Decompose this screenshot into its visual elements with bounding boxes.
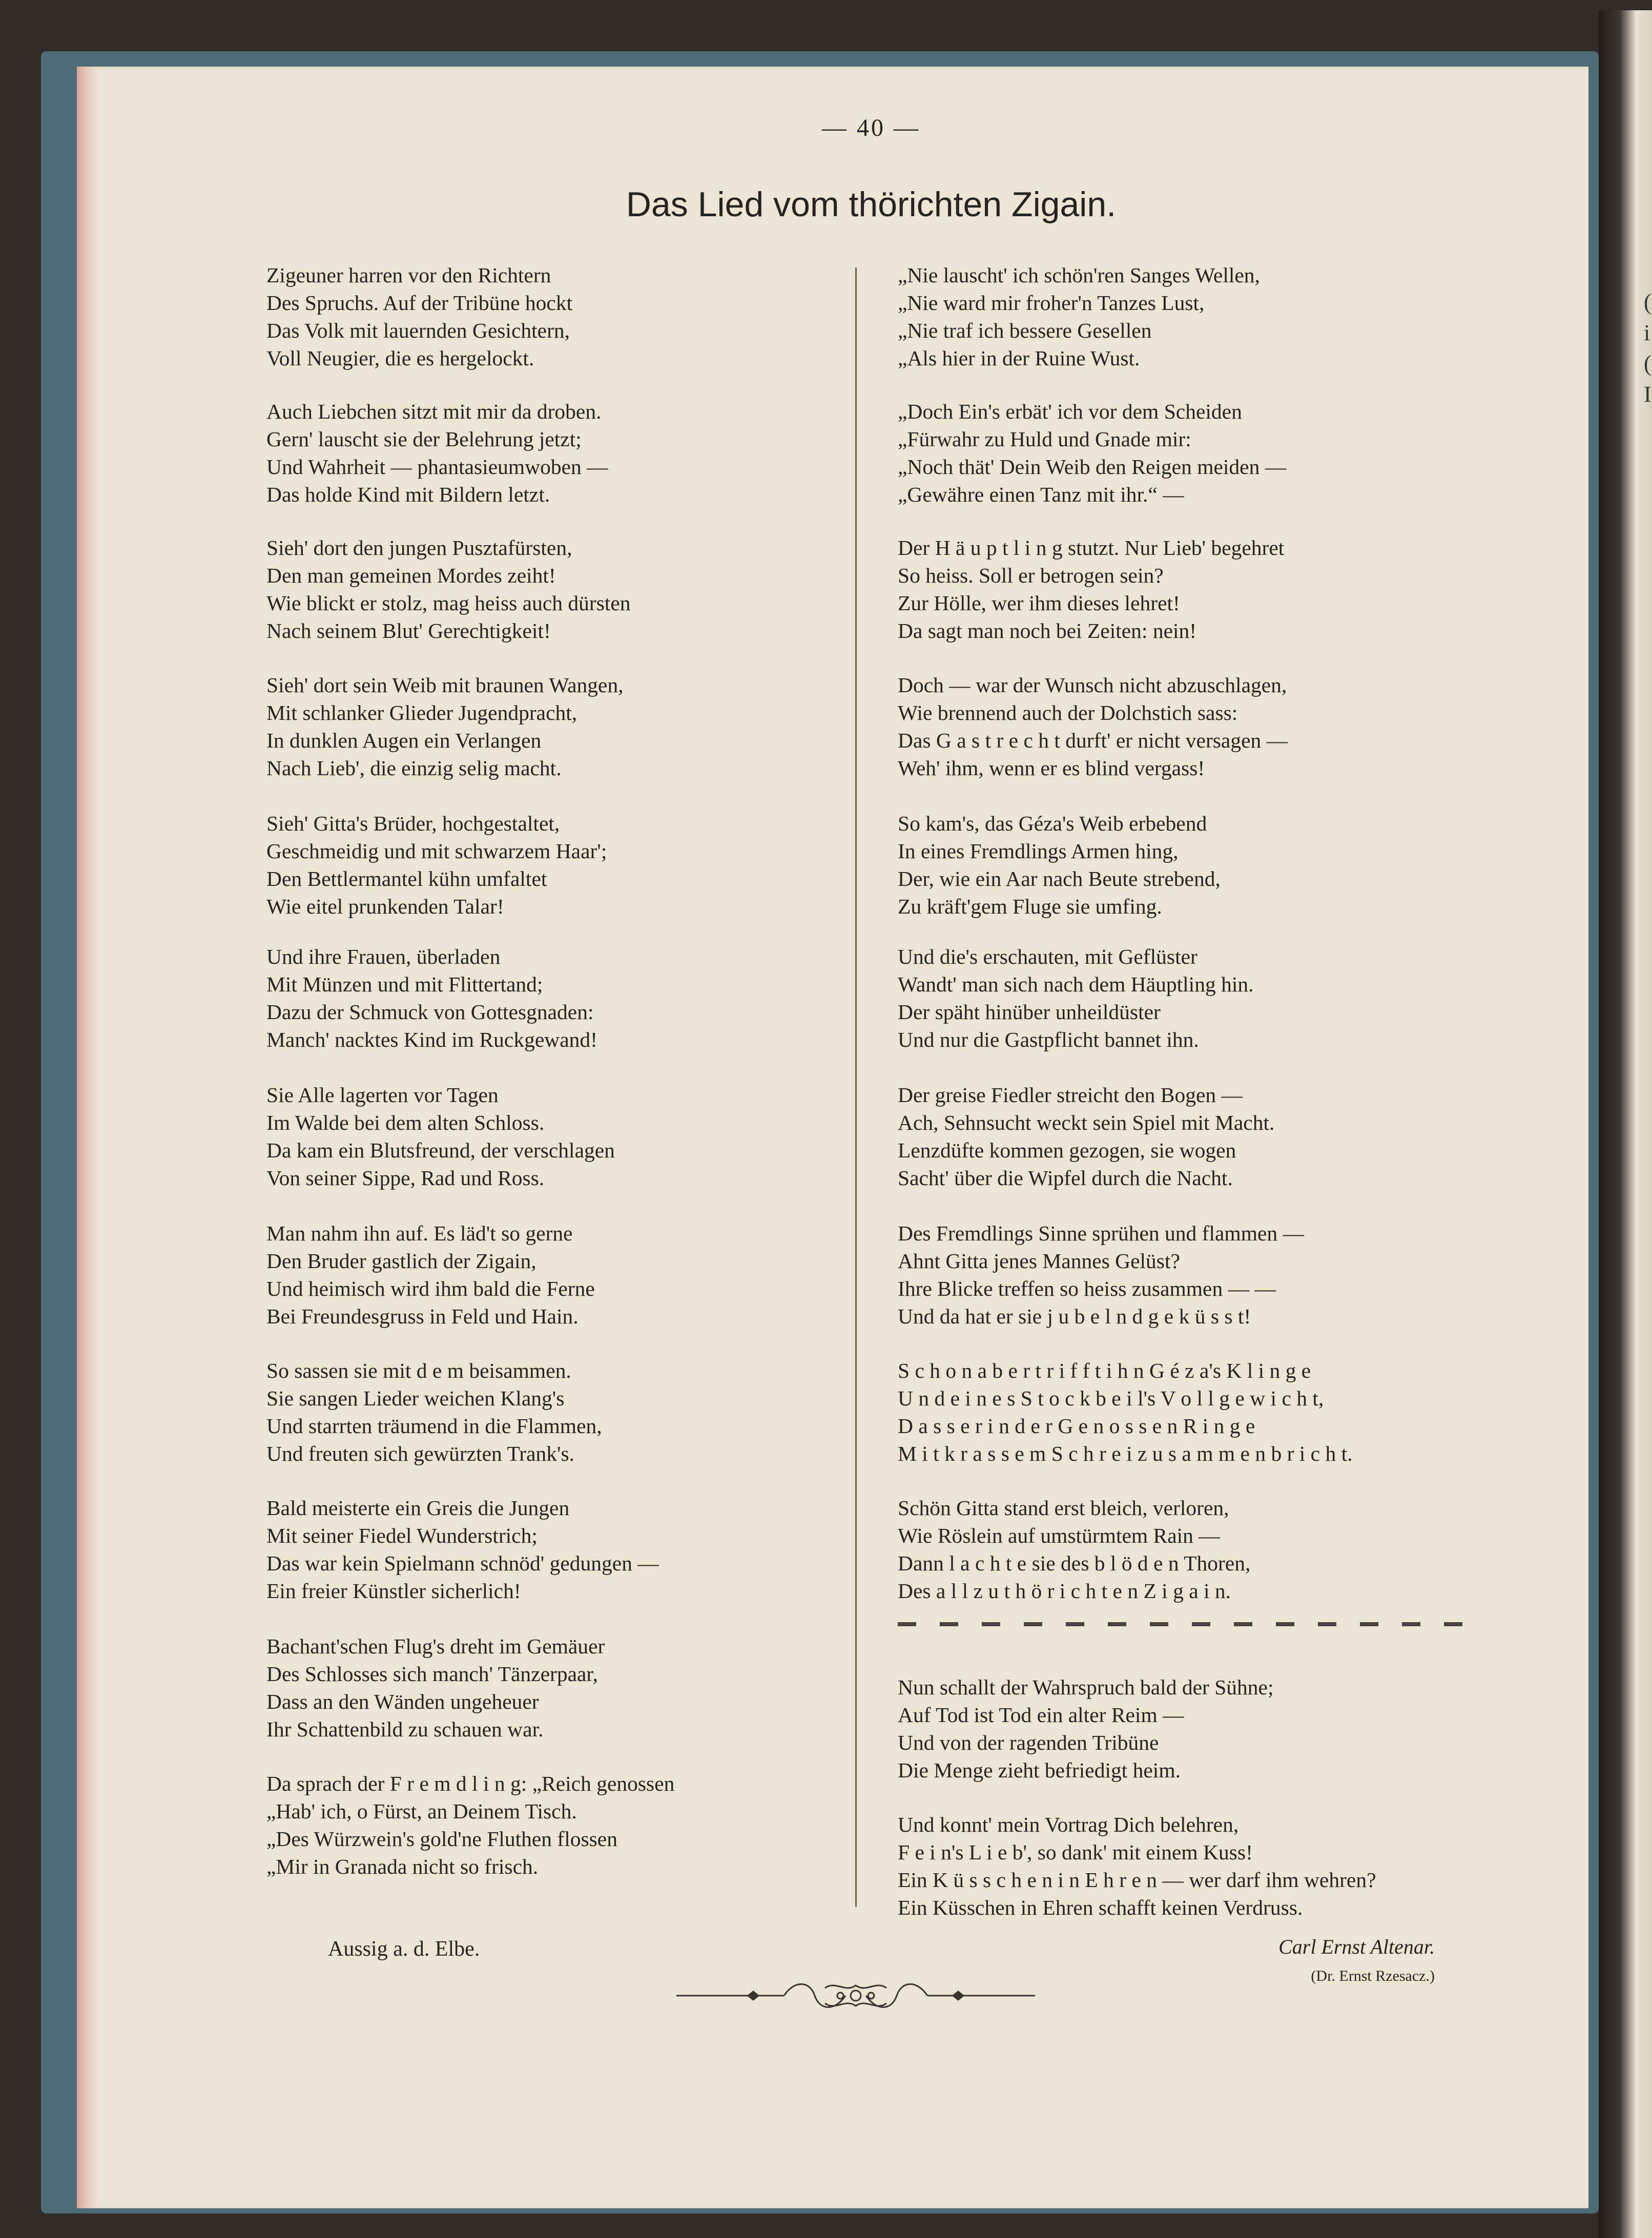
poem-line: „Fürwahr zu Huld und Gnade mir: <box>898 427 1191 451</box>
stanza <box>898 810 1221 920</box>
poem-line: S c h o n a b e r t r i f f t i h n G é z a's K l i n g e <box>898 1359 1311 1382</box>
column-divider <box>855 267 857 1907</box>
stanza <box>266 1357 602 1467</box>
stanza <box>266 1770 674 1880</box>
poem-line: Das Volk mit lauernden Gesichtern, <box>266 319 570 342</box>
poem-line: „Nie traf ich bessere Gesellen <box>898 319 1152 342</box>
poem-line: Auch Liebchen sitzt mit mir da droben. <box>266 400 602 423</box>
poem-line: Da sprach der F r e m d l i n g: „Reich genossen <box>266 1772 675 1795</box>
poem-line: Voll Neugier, die es hergelockt. <box>266 346 534 370</box>
stanza <box>898 1494 1250 1605</box>
stanza <box>266 1081 615 1192</box>
poem-line: Ein K ü s s c h e n i n E h r e n — wer darf ihm wehren? <box>898 1868 1376 1892</box>
poem-line: F e i n's L i e b', so dank' mit einem Kuss! <box>898 1840 1253 1864</box>
poem-line: „Mir in Granada nicht so frisch. <box>266 1855 539 1878</box>
poem-line: Von seiner Sippe, Rad und Ross. <box>266 1166 545 1190</box>
edge-letter: I <box>1644 382 1651 407</box>
poem-line: „Nie lauscht' ich schön'ren Sanges Wellen, <box>898 263 1260 287</box>
poem-line: In dunklen Augen ein Verlangen <box>266 729 542 752</box>
stanza <box>266 1632 605 1743</box>
stanza <box>266 534 631 645</box>
poem-line: Schön Gitta stand erst bleich, verloren, <box>898 1496 1229 1520</box>
poem-line: Zur Hölle, wer ihm dieses lehret! <box>898 591 1180 615</box>
adjacent-page-letters <box>1644 287 1652 410</box>
poem-line: D a s s e r i n d e r G e n o s s e n R i n g e <box>898 1414 1255 1438</box>
poem-line: „Noch thät' Dein Weib den Reigen meiden — <box>898 455 1287 479</box>
poem-line: Sie Alle lagerten vor Tagen <box>266 1083 499 1107</box>
poem-line: Sieh' dort den jungen Pusztafürsten, <box>266 536 572 560</box>
poem-line: Doch — war der Wunsch nicht abzuschlagen, <box>898 673 1287 697</box>
poem-line: Das G a s t r e c h t durft' er nicht versagen — <box>898 729 1288 752</box>
poem-line: Und freuten sich gewürzten Trank's. <box>266 1442 575 1465</box>
poem-line: Die Menge zieht befriedigt heim. <box>898 1758 1181 1782</box>
poem-line: Dass an den Wänden ungeheuer <box>266 1690 539 1713</box>
poem-line: Nun schallt der Wahrspruch bald der Sühne; <box>898 1675 1274 1699</box>
poem-line: „Als hier in der Ruine Wust. <box>898 346 1140 370</box>
edge-letter: ( <box>1644 289 1651 315</box>
poem-line: Und starrten träumend in die Flammen, <box>266 1414 602 1438</box>
poem-line: Ein freier Künstler sicherlich! <box>266 1579 521 1603</box>
stanza <box>898 671 1288 782</box>
poem-line: Bei Freundesgruss in Feld und Hain. <box>266 1304 579 1328</box>
poem-line: Nach seinem Blut' Gerechtigkeit! <box>266 619 551 643</box>
poem-line: Und nur die Gastpflicht bannet ihn. <box>898 1028 1199 1051</box>
author-real-name: (Dr. Ernst Rzesacz.) <box>1311 1967 1435 1984</box>
poem-line: Wie blickt er stolz, mag heiss auch dürsten <box>266 591 631 615</box>
poem-line: Ahnt Gitta jenes Mannes Gelüst? <box>898 1249 1180 1273</box>
stanza <box>898 1357 1353 1467</box>
stanza <box>898 534 1284 645</box>
poem-line: „Des Würzwein's gold'ne Fluthen flossen <box>266 1827 617 1851</box>
poem-line: Wandt' man sich nach dem Häuptling hin. <box>898 972 1254 996</box>
stanza <box>266 810 607 920</box>
poem-line: Mit schlanker Glieder Jugendpracht, <box>266 701 577 724</box>
stanza <box>266 261 572 372</box>
poem-line: Im Walde bei dem alten Schloss. <box>266 1111 545 1134</box>
edge-letter: i <box>1644 320 1650 345</box>
poem-line: Der H ä u p t l i n g stutzt. Nur Lieb' begehret <box>898 536 1285 560</box>
poem-line: Manch' nacktes Kind im Ruckgewand! <box>266 1028 597 1051</box>
poem-line: Sie sangen Lieder weichen Klang's <box>266 1386 565 1410</box>
stanza <box>266 1494 659 1605</box>
poem-line: Bachant'schen Flug's dreht im Gemäuer <box>266 1634 605 1658</box>
poem-line: Sieh' dort sein Weib mit braunen Wangen, <box>266 673 624 697</box>
poem-line: Ach, Sehnsucht weckt sein Spiel mit Macht. <box>898 1111 1275 1134</box>
poem-title: Das Lied vom thörichten Zigain. <box>626 185 1117 224</box>
poem-line: Des Spruchs. Auf der Tribüne hockt <box>266 291 573 315</box>
page-gutter-edge <box>77 67 97 2208</box>
poem-line: So kam's, das Géza's Weib erbebend <box>898 812 1207 835</box>
poem-line: „Doch Ein's erbät' ich vor dem Scheiden <box>898 400 1242 423</box>
poem-line: Lenzdüfte kommen gezogen, sie wogen <box>898 1138 1236 1162</box>
dashed-separator <box>898 1622 1467 1626</box>
stanza <box>898 943 1254 1053</box>
poem-line: Wie brennend auch der Dolchstich sass: <box>898 701 1238 724</box>
ornament-vignette <box>671 1978 1040 2014</box>
poem-line: Wie eitel prunkenden Talar! <box>266 895 504 918</box>
poem-line: Und konnt' mein Vortrag Dich belehren, <box>898 1813 1239 1836</box>
poem-line: Und die's erschauten, mit Geflüster <box>898 945 1197 968</box>
stanza <box>266 1219 595 1330</box>
poem-line: In eines Fremdlings Armen hing, <box>898 839 1179 863</box>
poem-line: Wie Röslein auf umstürmtem Rain — <box>898 1524 1220 1547</box>
poem-line: So heiss. Soll er betrogen sein? <box>898 564 1164 587</box>
poem-line: Des Schlosses sich manch' Tänzerpaar, <box>266 1662 598 1686</box>
poem-line: Und Wahrheit — phantasieumwoben — <box>266 455 608 479</box>
stanza <box>898 261 1260 372</box>
poem-line: Da sagt man noch bei Zeiten: nein! <box>898 619 1197 643</box>
poem-line: Ihre Blicke treffen so heiss zusammen — — <box>898 1277 1276 1300</box>
poem-line: Geschmeidig und mit schwarzem Haar'; <box>266 839 607 863</box>
poem-line: Auf Tod ist Tod ein alter Reim — <box>898 1703 1184 1727</box>
poem-line: Und da hat er sie j u b e l n d g e k ü s s t! <box>898 1304 1251 1328</box>
poem-line: Den Bettlermantel kühn umfaltet <box>266 867 547 890</box>
poem-line: Ihr Schattenbild zu schauen war. <box>266 1717 544 1741</box>
poem-line: Das holde Kind mit Bildern letzt. <box>266 483 550 506</box>
poem-line: „Nie ward mir froher'n Tanzes Lust, <box>898 291 1205 315</box>
poem-line: Da kam ein Blutsfreund, der verschlagen <box>266 1138 615 1162</box>
poem-line: Mit seiner Fiedel Wunderstrich; <box>266 1524 538 1547</box>
poem-line: Der, wie ein Aar nach Beute strebend, <box>898 867 1221 890</box>
poem-line: Zigeuner harren vor den Richtern <box>266 263 551 287</box>
poem-line: Dann l a c h t e sie des b l ö d e n Thoren, <box>898 1551 1251 1575</box>
stanza <box>898 1673 1273 1784</box>
poem-line: Dazu der Schmuck von Gottesgnaden: <box>266 1000 594 1024</box>
stanza <box>898 1811 1376 1921</box>
poem-line: Des Fremdlings Sinne sprühen und flammen — <box>898 1221 1305 1245</box>
stanza <box>898 398 1286 508</box>
poem-line: Der greise Fiedler streicht den Bogen — <box>898 1083 1243 1107</box>
stanza <box>898 1081 1274 1192</box>
poem-line: So sassen sie mit d e m beisammen. <box>266 1359 571 1382</box>
page-number: — 40 — <box>822 114 920 141</box>
poem-line: Den Bruder gastlich der Zigain, <box>266 1249 536 1273</box>
poem-line: Des a l l z u t h ö r i c h t e n Z i g a i n. <box>898 1579 1231 1603</box>
stanza <box>266 943 597 1053</box>
poem-line: Bald meisterte ein Greis die Jungen <box>266 1496 570 1520</box>
poem-line: Zu kräft'gem Fluge sie umfing. <box>898 895 1162 918</box>
edge-letter: ( <box>1644 351 1651 376</box>
stanza <box>266 671 624 782</box>
poem-line: U n d e i n e s S t o c k b e i l's V o l l g e w i c h t, <box>898 1386 1324 1410</box>
poem-line: Man nahm ihn auf. Es läd't so gerne <box>266 1221 573 1245</box>
poem-line: Sacht' über die Wipfel durch die Nacht. <box>898 1166 1233 1190</box>
poem-line: Mit Münzen und mit Flittertand; <box>266 972 543 996</box>
poem-line: „Hab' ich, o Fürst, an Deinem Tisch. <box>266 1799 577 1823</box>
poem-line: Den man gemeinen Mordes zeiht! <box>266 564 556 587</box>
author-name: Carl Ernst Altenar. <box>1278 1935 1435 1958</box>
place-note: Aussig a. d. Elbe. <box>328 1937 480 1961</box>
poem-line: Gern' lauscht sie der Belehrung jetzt; <box>266 427 582 451</box>
stanza <box>898 1219 1304 1330</box>
poem-line: Und ihre Frauen, überladen <box>266 945 501 968</box>
poem-line: Weh' ihm, wenn er es blind vergass! <box>898 756 1205 780</box>
poem-line: „Gewähre einen Tanz mit ihr.“ — <box>898 483 1184 506</box>
poem-line: Der späht hinüber unheildüster <box>898 1000 1161 1024</box>
poem-line: Sieh' Gitta's Brüder, hochgestaltet, <box>266 812 560 835</box>
poem-line: Das war kein Spielmann schnöd' gedungen — <box>266 1551 659 1575</box>
poem-line: Und von der ragenden Tribüne <box>898 1731 1159 1754</box>
stanza <box>266 398 608 508</box>
poem-line: M i t k r a s s e m S c h r e i z u s a m m e n b r i c h t. <box>898 1442 1353 1465</box>
poem-line: Und heimisch wird ihm bald die Ferne <box>266 1277 595 1300</box>
poem-line: Nach Lieb', die einzig selig macht. <box>266 756 562 780</box>
poem-line: Ein Küsschen in Ehren schafft keinen Verdruss. <box>898 1896 1303 1919</box>
